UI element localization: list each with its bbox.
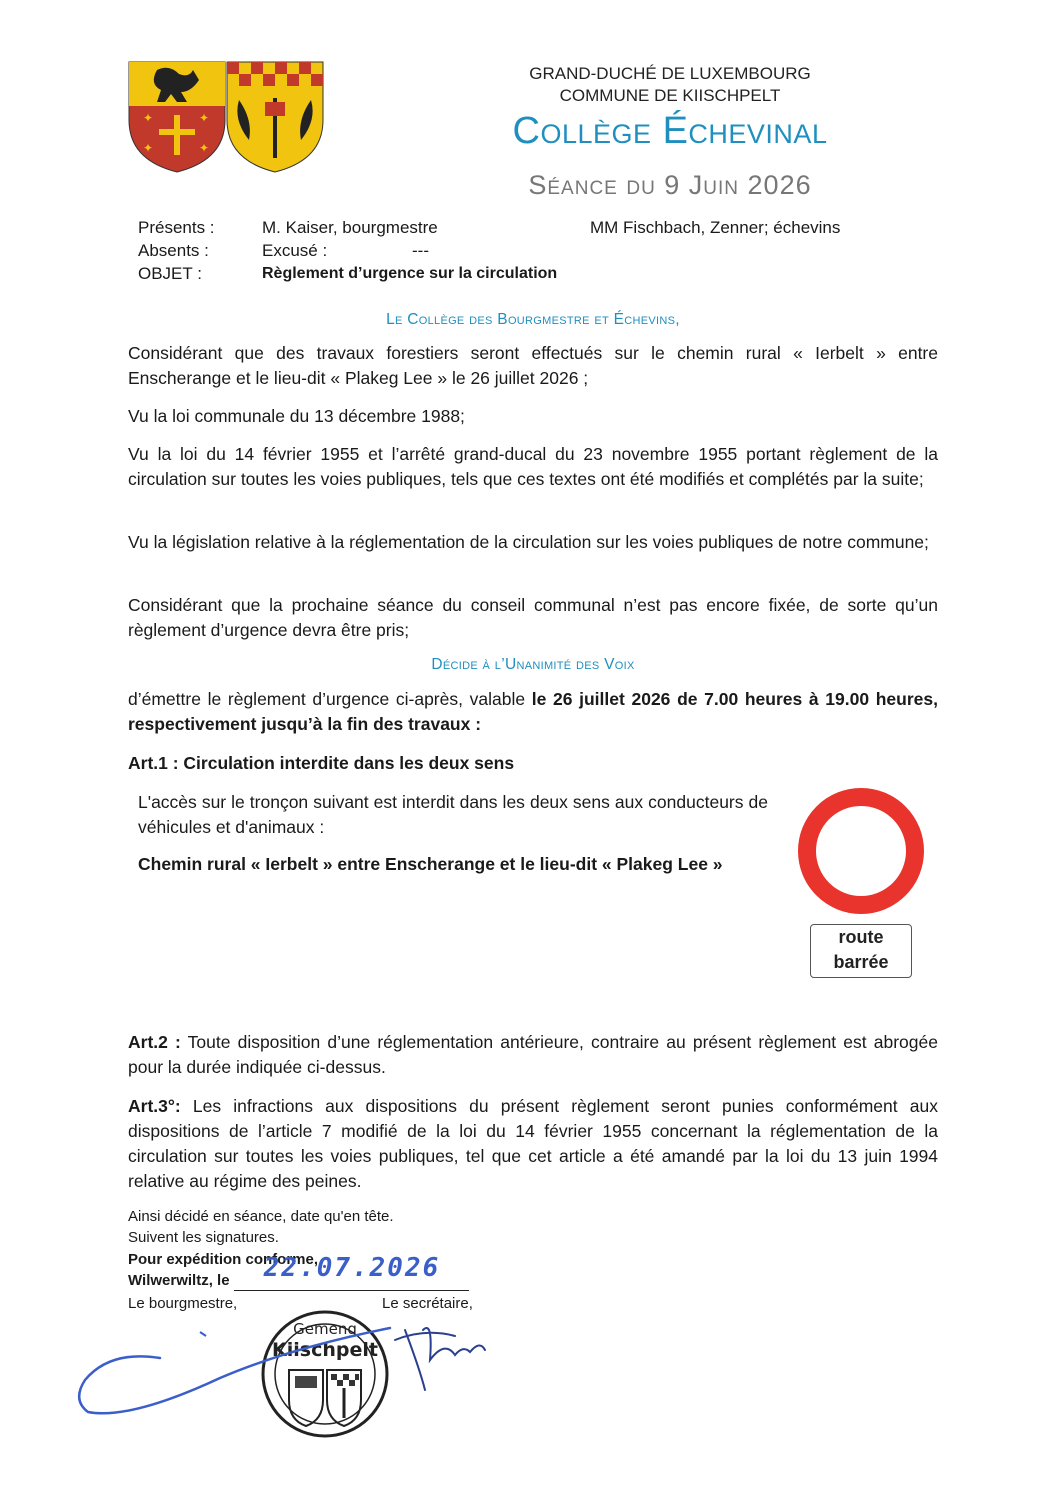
road-closed-sign-icon	[796, 786, 926, 916]
secretary-label: Le secrétaire,	[382, 1295, 473, 1312]
closing-line-1: Ainsi décidé en séance, date qu'en tête.	[128, 1208, 394, 1225]
present-label: Présents :	[138, 218, 215, 237]
country-heading: GRAND-DUCHÉ DE LUXEMBOURG	[529, 64, 811, 83]
svg-text:✦: ✦	[199, 141, 210, 155]
absent-value-2: ---	[412, 241, 429, 260]
present-value-2: MM Fischbach, Zenner; échevins	[590, 218, 841, 237]
art3-text: Les infractions aux dispositions du présent règlement seront punies conformément aux dispositions de l’article 7 modifié de la loi du 14 février 1955 concernant la réglementation de la circulation sur toutes les voies publiques, tel que cet article a été amandé par la loi du 13 juin 1994 relative au régime des peines.	[128, 1096, 938, 1191]
road-closed-panel	[810, 924, 912, 978]
emettre-bold: le 26 juillet 2026 de 7.00 heures à 19.00 heures, respectivement jusqu’à la fin des travaux :	[128, 689, 938, 734]
svg-text:✦: ✦	[199, 111, 210, 125]
absent-value: Excusé :	[262, 241, 328, 260]
commune-heading: COMMUNE DE KIISCHPELT	[559, 86, 781, 105]
art3-label: Art.3°:	[128, 1096, 181, 1116]
object-label: OBJET :	[138, 264, 202, 283]
stamp-name-text: Kiischpelt	[272, 1339, 378, 1361]
place-label: Wilwerwiltz, le	[128, 1272, 230, 1289]
emettre-plain: d’émettre le règlement d’urgence ci-après, valable	[128, 689, 532, 709]
emettre-paragraph	[128, 687, 938, 737]
considerant-2: Considérant que la prochaine séance du conseil communal n’est pas encore fixée, de sorte qu’un règlement d’urgence devra être pris;	[128, 595, 938, 640]
present-value: M. Kaiser, bourgmestre	[262, 218, 438, 237]
absent-label: Absents :	[138, 241, 209, 260]
closing-line-2: Suivent les signatures.	[128, 1229, 279, 1246]
college-heading: Le Collège des Bourgmestre et Échevins,	[386, 311, 680, 328]
session-date: Séance du 9 Juin 2026	[528, 170, 812, 200]
decide-heading: Décide à l’Unanimité des Voix	[431, 656, 635, 673]
art2-text: Toute disposition d’une réglementation antérieure, contraire au présent règlement est abrogée pour la durée indiquée ci-dessus.	[128, 1032, 938, 1077]
closing-line-3: Pour expédition conforme,	[128, 1251, 319, 1268]
mayor-label: Le bourgmestre,	[128, 1295, 238, 1312]
art1-road: Chemin rural « Ierbelt » entre Enscherange et le lieu-dit « Plakeg Lee »	[138, 854, 723, 874]
art3-paragraph	[128, 1094, 938, 1194]
considerant-1: Considérant que des travaux forestiers seront effectués sur le chemin rural « Ierbelt » entre Enscherange et le lieu-dit « Plakeg Lee » le 26 juillet 2026 ;	[128, 343, 938, 388]
date-line	[234, 1253, 469, 1291]
stamp-top-text: Gemeng	[293, 1320, 357, 1338]
object-value: Règlement d’urgence sur la circulation	[262, 265, 558, 282]
mayor-signature	[70, 1320, 400, 1430]
art2-paragraph	[128, 1030, 938, 1080]
svg-text:✦: ✦	[143, 141, 154, 155]
svg-text:✦: ✦	[143, 111, 154, 125]
vu-1: Vu la loi communale du 13 décembre 1988;	[128, 406, 465, 426]
art1-title: Art.1 : Circulation interdite dans les deux sens	[128, 753, 515, 773]
handwritten-date: 22.07.2026	[263, 1253, 441, 1283]
vu-2: Vu la loi du 14 février 1955 et l’arrêté grand-ducal du 23 novembre 1955 portant règlement de la circulation sur toutes les voies publiques, tels que ces textes ont été modifiés et complétés par la suite;	[128, 444, 938, 489]
secretary-signature	[385, 1300, 495, 1410]
sign-line-1: route	[838, 927, 884, 947]
art1-text: L'accès sur le tronçon suivant est interdit dans les deux sens aux conducteurs de véhicules et d'animaux :	[138, 792, 768, 837]
art2-label: Art.2 :	[128, 1032, 181, 1052]
sign-line-2: barrée	[833, 952, 889, 972]
page-title: Collège Échevinal	[512, 110, 828, 152]
vu-3: Vu la législation relative à la réglementation de la circulation sur les voies publiques de notre commune;	[128, 532, 929, 552]
coat-of-arms-logo	[127, 60, 327, 175]
